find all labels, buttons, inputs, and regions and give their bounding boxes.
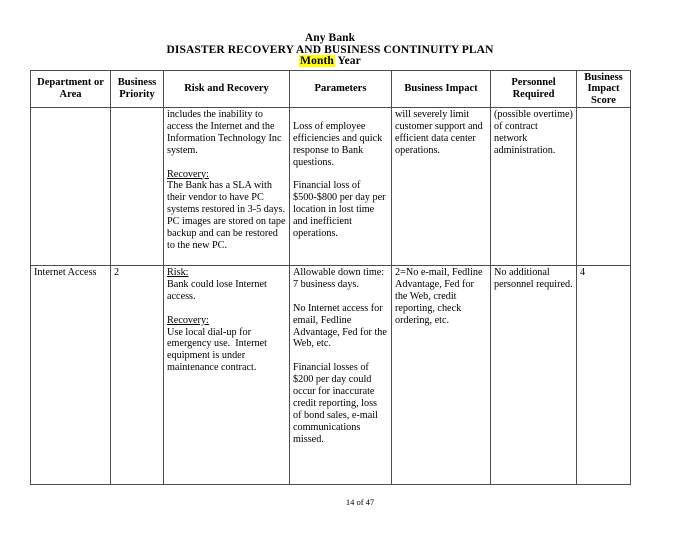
page-number: 14 of 47 xyxy=(345,497,375,507)
cell-impact-score xyxy=(577,108,631,266)
blank-line xyxy=(167,157,286,169)
blank-line xyxy=(167,303,286,315)
text-block: No additional personnel required. xyxy=(494,267,573,290)
text-block: No Internet access for email, Fedline Advantage, Fed for the Web, etc. xyxy=(293,302,390,350)
table-row xyxy=(31,108,631,266)
underlined-label: Risk: xyxy=(167,267,189,278)
blank-line xyxy=(293,169,388,181)
blank-line xyxy=(293,291,388,303)
cell-business-impact xyxy=(392,266,491,485)
text-block xyxy=(167,315,286,327)
year-text: Year xyxy=(337,55,361,67)
month-highlight: Month xyxy=(300,55,334,67)
text-block: Financial losses of $200 per day could occur for inaccurate credit reporting, loss of bond sales, e-mail communications missed. xyxy=(293,362,381,445)
text-block: (possible overtime) of contract network administration. xyxy=(494,109,576,156)
text-block: Loss of employee efficiencies and quick response to Bank questions. xyxy=(293,120,385,168)
text-block: Financial loss of $500-$800 per day per location in lost time and inefficient operations. xyxy=(293,180,389,240)
text-block: Bank could lose Internet access. xyxy=(167,278,270,302)
table-header-row xyxy=(31,70,631,108)
table-row xyxy=(31,266,631,485)
text-block: Use local dial-up for emergency use. Internet equipment is under maintenance contract. xyxy=(167,326,270,374)
cell-personnel-required xyxy=(491,266,577,485)
cell-business-impact xyxy=(392,108,491,266)
text-block: includes the inability to access the Internet and the Information Technology Inc system. xyxy=(167,109,285,156)
bank-name: Any Bank xyxy=(304,32,356,44)
cell-parameters xyxy=(290,266,392,485)
col-header-risk-recovery: Risk and Recovery xyxy=(164,70,290,108)
col-header-impact-score: Business Impact Score xyxy=(577,70,631,108)
text-block: Allowable down time: 7 business days. xyxy=(293,267,387,290)
cell-risk-recovery xyxy=(164,266,290,485)
col-header-department: Department or Area xyxy=(31,70,111,108)
col-header-priority: Business Priority xyxy=(111,70,164,108)
col-header-personnel: Personnel Required xyxy=(491,70,577,108)
recovery-plan-table xyxy=(30,70,631,486)
table-body xyxy=(31,108,631,485)
underlined-label: Recovery: xyxy=(167,314,209,326)
text-block: will severely limit customer support and efficient data center operations. xyxy=(395,109,486,156)
cell-impact-score: 4 xyxy=(577,266,631,485)
cell-priority xyxy=(111,108,164,266)
cell-department xyxy=(31,108,111,266)
text-block xyxy=(167,169,286,181)
text-block: 2=No e-mail, Fedline Advantage, Fed for the Web, credit reporting, check ordering, etc. xyxy=(395,267,485,326)
blank-line xyxy=(293,109,388,121)
document-content xyxy=(30,0,630,507)
cell-department: Internet Access xyxy=(31,266,111,485)
text-block: The Bank has a SLA with their vendor to have PC systems restored in 3-5 days. PC images are stored on tape backup and can be restored to the new PC. xyxy=(167,180,291,251)
cell-personnel-required xyxy=(491,108,577,266)
cell-parameters xyxy=(290,108,392,266)
underlined-label: Recovery: xyxy=(167,168,209,180)
blank-line xyxy=(293,350,388,362)
plan-title: DISASTER RECOVERY AND BUSINESS CONTINUITY PLAN xyxy=(166,43,494,56)
text-block xyxy=(167,267,286,279)
cell-priority: 2 xyxy=(111,266,164,485)
col-header-parameters: Parameters xyxy=(290,70,392,108)
date-line xyxy=(30,56,630,68)
col-header-business-impact: Business Impact xyxy=(392,70,491,108)
cell-risk-recovery xyxy=(164,108,290,266)
